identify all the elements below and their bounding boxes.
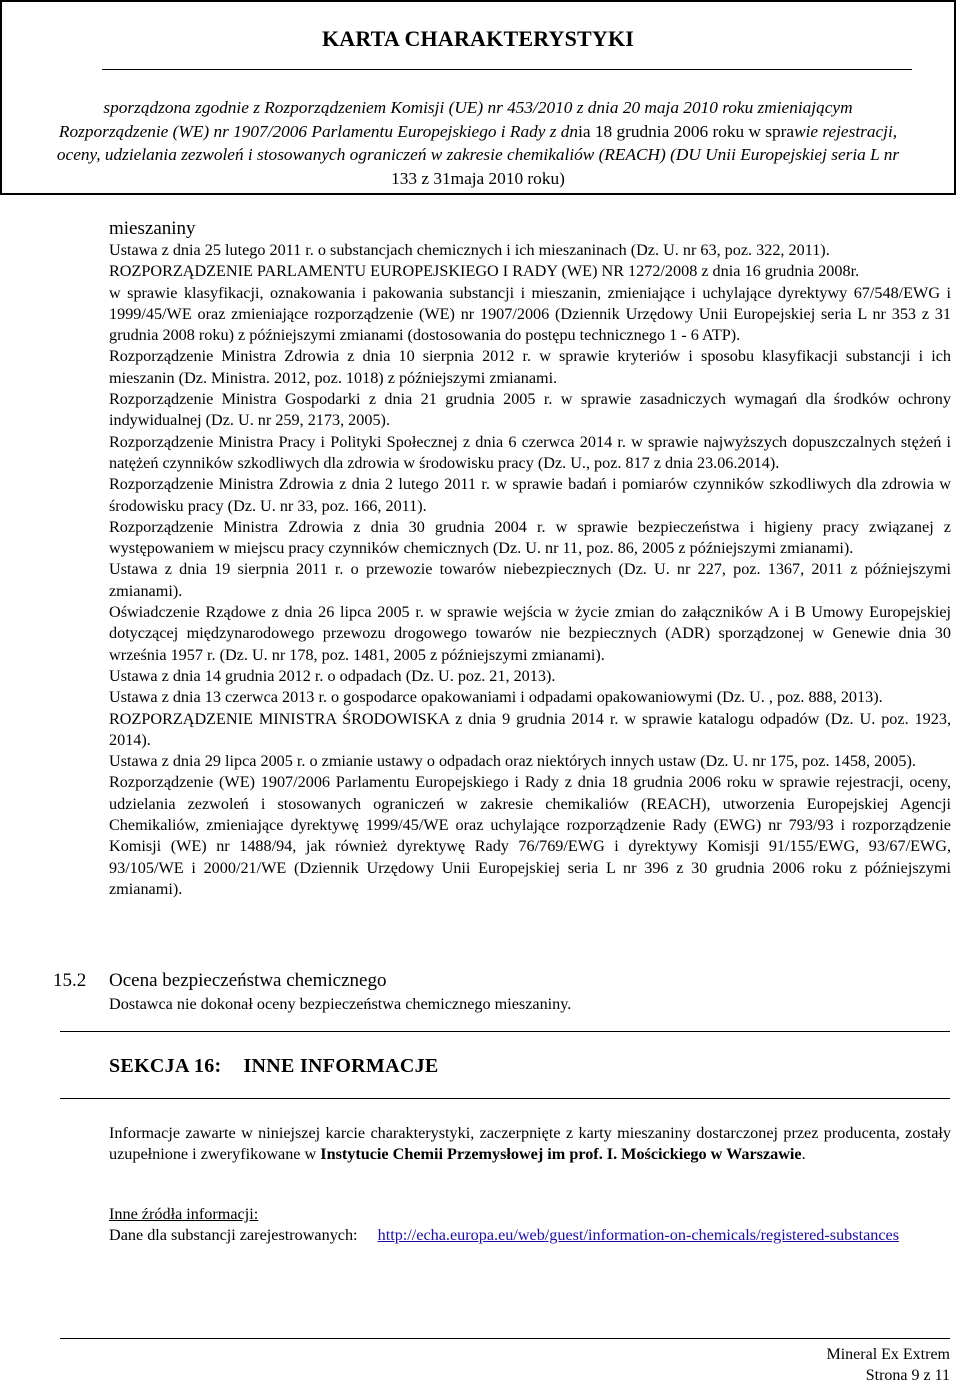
subsection-text: Dostawca nie dokonał oceny bezpieczeństwa chemicznego mieszaniny. <box>109 995 572 1013</box>
regulation-item: Ustawa z dnia 29 lipca 2005 r. o zmianie ustawy o odpadach oraz niektórych innych ustaw (Dz. U. nr 175, poz. 1458, 2005). <box>109 752 916 771</box>
regulation-item: Ustawa z dnia 14 grudnia 2012 r. o odpadach (Dz. U. poz. 21, 2013). <box>109 666 556 685</box>
footer-divider <box>60 1338 950 1339</box>
sources-text: Dane dla substancji zarejestrowanych: <box>109 1226 358 1245</box>
document-title: KARTA CHARAKTERYSTYKI <box>321 26 635 51</box>
regulation-item: Rozporządzenie Ministra Gospodarki z dnia 21 grudnia 2005 r. w sprawie zasadniczych wymagań dla środków ochrony indywidualnej (Dz. U. nr 259, 2173, 2005). <box>109 390 951 430</box>
regulation-item: w sprawie klasyfikacji, oznakowania i pakowania substancji i mieszanin, zmieniające i uchylające dyrektywy 67/548/EWG i 1999/45/WE oraz zmieniające rozporządzenie (WE) nr 1907/2006 (Dziennik Urzędowy Unii Europejskiej seria L nr 353 z 31 grudnia 2008 roku) z późniejszymi zmianami (dostosowania do postępu technicznego 1 - 6 ATP). <box>109 283 951 345</box>
regulation-note <box>22 96 934 190</box>
regulation-item: ROZPORZĄDZENIE MINISTRA ŚRODOWISKA z dnia 9 grudnia 2014 r. w sprawie katalogu odpadów (Dz. U. poz. 1923, 2014). <box>109 709 951 749</box>
section-divider <box>60 1031 950 1032</box>
document-header <box>0 0 956 195</box>
regulation-item: Rozporządzenie Ministra Zdrowia z dnia 10 sierpnia 2012 r. w sprawie kryteriów i sposobu klasyfikacji substancji i ich mieszanin (Dz. Ministra. 2012, poz. 1018) z późniejszymi zmianami. <box>109 347 951 387</box>
regulation-note-line: 133 z 31maja 2010 roku) <box>391 168 565 188</box>
sources-heading: Inne źródła informacji: <box>109 1205 259 1223</box>
regulation-item: Rozporządzenie (WE) 1907/2006 Parlamentu Europejskiego i Rady z dnia 18 grudnia 2006 roku w sprawie rejestracji, oceny, udzielania zezwoleń i stosowanych ograniczeń w zakresie chemikaliów (REACH), utworzenia Europejskiej Agencji Chemikaliów, zmieniające dyrektywę 1999/45/WE oraz uchylające rozporządzenie Rady (EWG) nr 793/93 i rozporządzenie Komisji (WE) nr 1488/94, jak również dyrektywę Rady 76/769/EWG i dyrektywy Komisji 91/155/EWG, 93/67/EWG, 93/105/WE i 2000/21/WE (Dziennik Urzędowy Unii Europejskiej seria L nr 396 z 30 grudnia 2006 roku z późniejszymi zmianami). <box>109 773 951 898</box>
section-continuation-label: mieszaniny <box>109 218 196 239</box>
section-heading <box>109 1055 439 1078</box>
institute-name: Instytucie Chemii Przemysłowej im prof. I. Mościckiego w Warszawie <box>320 1145 802 1164</box>
section-divider <box>60 1098 950 1099</box>
regulation-item: ROZPORZĄDZENIE PARLAMENTU EUROPEJSKIEGO I RADY (WE) NR 1272/2008 z dnia 16 grudnia 2008r. <box>109 262 860 281</box>
sources-block <box>109 1204 951 1247</box>
info-text: Informacje zawarte w niniejszej karcie charakterystyki, zaczerpnięte z karty mieszaniny dostarczonej przez producenta, zostały uzupełnione i zweryfikowane w <box>109 1124 951 1164</box>
regulation-item: Ustawa z dnia 19 sierpnia 2011 r. o przewozie towarów niebezpiecznych (Dz. U. nr 227, poz. 1367, 2011 z późniejszymi zmianami). <box>109 560 951 600</box>
regulation-note-line: oceny, udzielania zezwoleń i stosowanych ograniczeń w zakresie chemikaliów (REACH) (DU Unii Europejskiej seria L nr <box>56 145 900 165</box>
regulation-note-line: Rozporządzenie (WE) nr 1907/2006 Parlamentu Europejskiego i Rady z dnia 18 grudnia 2006 roku w sprawie rejestracji, <box>58 121 898 141</box>
info-paragraph: Informacje zawarte w niniejszej karcie charakterystyki, zaczerpnięte z karty mieszaniny dostarczonej przez producenta, zostały uzupełnione i zweryfikowane w Instytucie Chemii Przemysłowej im prof. I. Mościckiego w Warszawie. <box>109 1124 951 1164</box>
regulation-item: Ustawa z dnia 25 lutego 2011 r. o substancjach chemicznych i ich mieszaninach (Dz. U. nr 63, poz. 322, 2011). <box>109 241 830 259</box>
footer-page-number: Strona 9 z 11 <box>865 1367 950 1384</box>
title-underline <box>102 69 912 70</box>
subsection-number: 15.2 <box>53 970 87 991</box>
footer-product: Mineral Ex Extrem <box>826 1346 950 1363</box>
section-title: INNE INFORMACJE <box>243 1055 439 1077</box>
section-number-label: SEKCJA 16: <box>109 1055 222 1077</box>
regulation-note-line: sporządzona zgodnie z Rozporządzeniem Komisji (UE) nr 453/2010 z dnia 20 maja 2010 roku zmieniającym <box>103 98 853 117</box>
regulations-list <box>109 240 951 900</box>
regulation-item: Rozporządzenie Ministra Zdrowia z dnia 30 grudnia 2004 r. w sprawie bezpieczeństwa i higieny pracy związanej z występowaniem w miejscu pracy czynników chemicznych (Dz. U. nr 11, poz. 86, 2005 z późniejszymi zmianami). <box>109 517 951 558</box>
echa-link[interactable]: http://echa.europa.eu/web/guest/information-on-chemicals/registered-substances <box>377 1226 900 1245</box>
regulation-item: Rozporządzenie Ministra Zdrowia z dnia 2 lutego 2011 r. w sprawie badań i pomiarów czynników szkodliwych dla zdrowia w środowisku pracy (Dz. U. nr 33, poz. 166, 2011). <box>109 475 951 515</box>
regulation-item: Oświadczenie Rządowe z dnia 26 lipca 2005 r. w sprawie wejścia w życie zmian do załączników A i B Umowy Europejskiej dotyczącej międzynarodowego przewozu drogowego towarów nie bezpiecznych (ADR) sporządzonej w Genewie dnia 30 września 1957 r. (Dz. U. nr 178, poz. 1481, 2005 z późniejszymi zmianami). <box>109 603 951 664</box>
subsection-body <box>109 994 951 1015</box>
regulation-item: Rozporządzenie Ministra Pracy i Polityki Społecznej z dnia 6 czerwca 2014 r. w sprawie najwyższych dopuszczalnych stężeń i natężeń czynników szkodliwych dla zdrowia w środowisku pracy (Dz. U., poz. 817 z dnia 23.06.2014). <box>109 432 951 472</box>
subsection-title: Ocena bezpieczeństwa chemicznego <box>109 970 387 991</box>
regulation-item: Ustawa z dnia 13 czerwca 2013 r. o gospodarce opakowaniami i odpadami opakowaniowymi (Dz. U. , poz. 888, 2013). <box>109 688 883 707</box>
